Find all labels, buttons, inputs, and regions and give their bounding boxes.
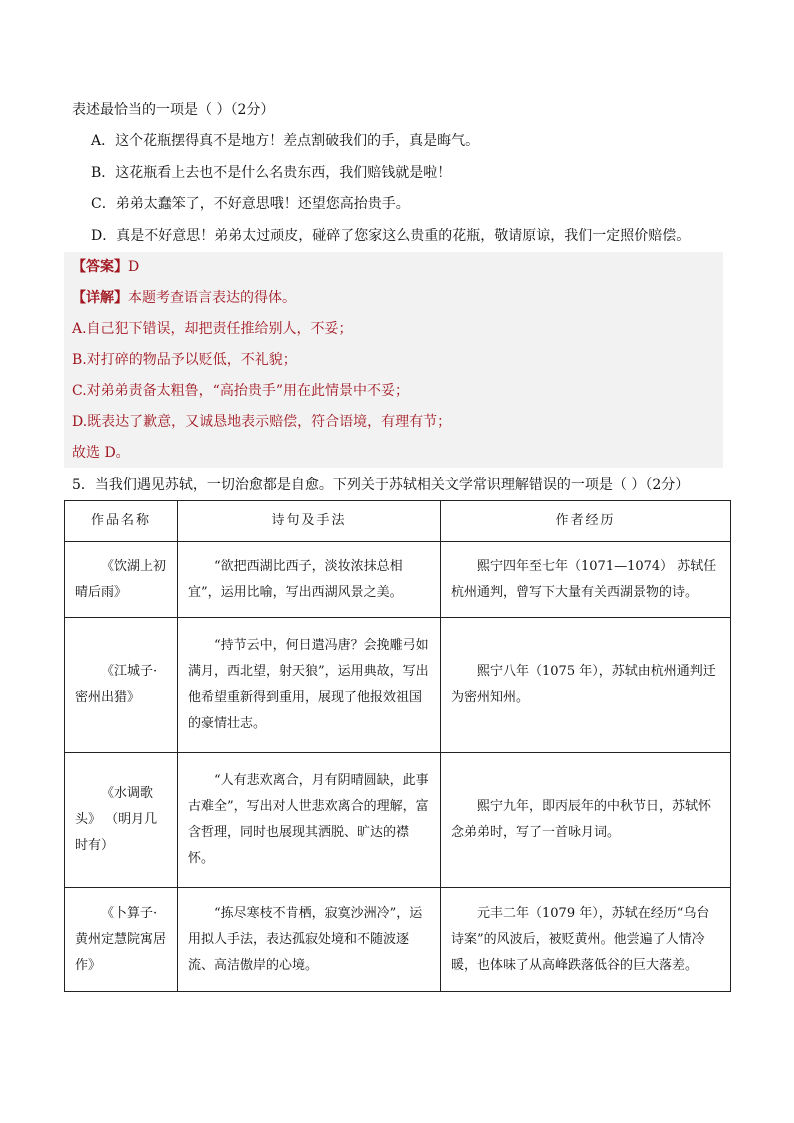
verse-cell: “拣尽寒枝不肯栖，寂寞沙洲冷”，运用拟人手法，表达孤寂处境和不随波逐流、高洁傲岸的心境。 bbox=[178, 888, 441, 992]
table-row bbox=[65, 753, 731, 888]
option-b: B．这花瓶看上去也不是什么名贵东西，我们赔钱就是啦！ bbox=[91, 165, 452, 181]
detail-b: B.对打碎的物品予以贬低，不礼貌； bbox=[72, 352, 297, 368]
table-row bbox=[65, 888, 731, 992]
answer-line bbox=[72, 258, 139, 276]
question-4-stem-tail: 表述最恰当的一项是（ ）（2分） bbox=[72, 102, 275, 118]
bio-cell: 熙宁四年至七年（1071—1074） 苏轼任杭州通判，曾写下大量有关西湖景物的诗。 bbox=[441, 542, 731, 618]
verse-cell: “欲把西湖比西子，淡妆浓抹总相宜”，运用比喻，写出西湖风景之美。 bbox=[178, 542, 441, 618]
header-bio: 作者经历 bbox=[441, 501, 731, 542]
su-shi-table bbox=[64, 500, 731, 992]
work-name: 《饮湖上初晴后雨》 bbox=[65, 542, 178, 618]
detail-c: C.对弟弟责备太粗鲁，“高抬贵手”用在此情景中不妥； bbox=[72, 383, 409, 399]
verse-cell: “持节云中，何日遣冯唐？会挽雕弓如满月，西北望，射天狼”，运用典故，写出他希望重新得到重用，展现了他报效祖国的豪情壮志。 bbox=[178, 618, 441, 753]
header-verse: 诗句及手法 bbox=[178, 501, 441, 542]
work-name: 《卜算子·黄州定慧院寓居作》 bbox=[65, 888, 178, 992]
option-d: D．真是不好意思！弟弟太过顽皮，碰碎了您家这么贵重的花瓶，敬请原谅，我们一定照价赔偿。 bbox=[91, 228, 691, 244]
detail-label: 【详解】 bbox=[72, 290, 128, 306]
conclusion: 故选 D。 bbox=[72, 445, 130, 461]
work-name: 《水调歌头》 （明月几时有） bbox=[65, 753, 178, 888]
bio-cell: 熙宁九年，即丙辰年的中秋节日，苏轼怀念弟弟时，写了一首咏月词。 bbox=[441, 753, 731, 888]
detail-a: A.自己犯下错误，却把责任推给别人，不妥； bbox=[72, 321, 353, 337]
detail-d: D.既表达了歉意，又诚恳地表示赔偿，符合语境，有理有节； bbox=[72, 414, 452, 430]
question-5-stem: 5．当我们遇见苏轼，一切治愈都是自愈。下列关于苏轼相关文学常识理解错误的一项是（ ）（2分） bbox=[72, 477, 690, 493]
verse-cell: “人有悲欢离合，月有阴晴圆缺，此事古难全”，写出对人世悲欢离合的理解，富含哲理，同时也展现其洒脱、旷达的襟怀。 bbox=[178, 753, 441, 888]
table-row bbox=[65, 618, 731, 753]
answer-value: D bbox=[128, 259, 140, 275]
bio-cell: 熙宁八年（1075 年），苏轼由杭州通判迁为密州知州。 bbox=[441, 618, 731, 753]
option-c: C．弟弟太蠢笨了，不好意思哦！还望您高抬贵手。 bbox=[91, 196, 410, 212]
option-a: A．这个花瓶摆得真不是地方！差点割破我们的手，真是晦气。 bbox=[91, 133, 480, 149]
detail-line bbox=[72, 289, 296, 307]
header-work: 作品名称 bbox=[65, 501, 178, 542]
answer-label: 【答案】 bbox=[72, 259, 128, 275]
detail-text: 本题考查语言表达的得体。 bbox=[128, 290, 296, 306]
work-name: 《江城子·密州出猎》 bbox=[65, 618, 178, 753]
bio-cell: 元丰二年（1079 年），苏轼在经历“乌台诗案”的风波后，被贬黄州。他尝遍了人情冷暖，也体味了从高峰跌落低谷的巨大落差。 bbox=[441, 888, 731, 992]
table-header-row bbox=[65, 501, 731, 542]
table-row bbox=[65, 542, 731, 618]
